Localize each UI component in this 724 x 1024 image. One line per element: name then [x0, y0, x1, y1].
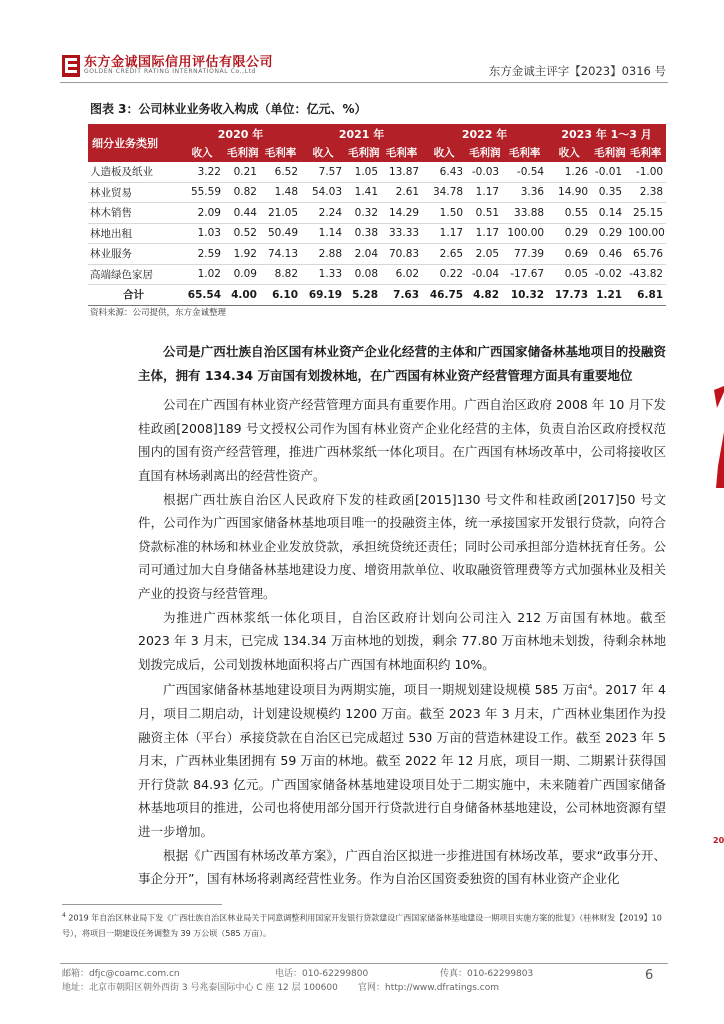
company-logo-icon — [62, 55, 80, 77]
table-cell: 54.03 — [301, 182, 345, 203]
metric-header: 毛利率 — [502, 143, 547, 162]
company-name-en: GOLDEN CREDIT RATING INTERNATIONAL Co.,Ltd — [84, 68, 256, 75]
paragraph-text: 。2017 年 4 月，项目二期启动，计划建设规模约 1200 万亩。截至 2023 年 3 月末，广西林业集团作为投融资主体（平台）承接贷款在自治区已完成超过 530 万亩的营造林建设工作。截至 2023 年 5 月末，广西林业集团拥有 59 万亩的林地。截至 2022 年 12 月底，项目一期、二期累计获得国开行贷款 84.93 亿元。广西国家储备林基地建设项目处于二期实施中，未来随着广西国家储备林基地项目的推进，公司也将使用部分国开行贷款进行自身储备林基地建设，公司林地资源有望进一步增加。 — [138, 682, 666, 840]
metric-header: 毛利润 — [466, 143, 502, 162]
company-name-cn: 东方金诚国际信用评估有限公司 — [84, 55, 274, 70]
side-decoration-icon — [711, 384, 724, 494]
table-cell: 0.05 — [547, 264, 591, 285]
table-cell: 14.29 — [381, 203, 422, 224]
table-cell: 0.35 — [591, 182, 625, 203]
table-cell: 0.09 — [224, 264, 260, 285]
side-mark: 20 — [713, 836, 724, 845]
header-divider — [60, 82, 668, 83]
period-header: 2020 年 — [180, 124, 301, 143]
metric-header: 收入 — [301, 143, 345, 162]
table-cell: 21.05 — [260, 203, 301, 224]
table-cell: 0.38 — [345, 223, 381, 244]
table-title: 图表 3：公司林业业务收入构成（单位：亿元、%） — [90, 102, 367, 116]
table-cell: 0.21 — [224, 162, 260, 182]
footnote — [62, 908, 672, 941]
table-cell: 46.75 — [422, 285, 466, 306]
table-row — [88, 203, 666, 224]
paragraph: 为推进广西林浆纸一体化项目，自治区政府计划向公司注入 212 万亩国有林地。截至 2023 年 3 月末，已完成 134.34 万亩林地的划拨，剩余 77.80 万亩林地未划拨，待剩余林地划拨完成后，公司划拨林地面积将占广西国有林地面积约 10%。 — [138, 609, 666, 672]
table-cell: -0.02 — [591, 264, 625, 285]
table-cell: -0.01 — [591, 162, 625, 182]
metric-header: 毛利润 — [591, 143, 625, 162]
table-cell: 0.14 — [591, 203, 625, 224]
table-cell: 4.82 — [466, 285, 502, 306]
footnote-mark: 4 — [62, 912, 66, 919]
table-cell: 1.14 — [301, 223, 345, 244]
table-cell: 1.03 — [180, 223, 224, 244]
table-cell: 13.87 — [381, 162, 422, 182]
table-source: 资料来源：公司提供，东方金诚整理 — [90, 308, 227, 318]
row-category: 合计 — [88, 285, 180, 306]
table-cell: 2.65 — [422, 244, 466, 265]
table-cell: 6.43 — [422, 162, 466, 182]
row-category: 林业服务 — [88, 244, 180, 265]
table-cell: 33.33 — [381, 223, 422, 244]
row-category: 林木销售 — [88, 203, 180, 224]
table-cell: 2.09 — [180, 203, 224, 224]
table-cell: 70.83 — [381, 244, 422, 265]
footnote-text: 2019 年自治区林业局下发《广西壮族自治区林业局关于同意调整利用国家开发银行贷款建设广西国家储备林基地建设一期项目实施方案的批复》（桂林财发【2019】10 号），将项目一期建设任务调整为 39 万公顷（585 万亩）。 — [62, 913, 662, 938]
period-header: 2021 年 — [301, 124, 422, 143]
footer-website: 官网：http://www.dfratings.com — [358, 983, 500, 993]
footer-fax: 传真：010-62299803 — [440, 969, 534, 979]
paragraph: 根据《广西国有林场改革方案》，广西自治区拟进一步推进国有林场改革，要求“政事分开、事企分开”，国有林场将剥离经营性业务。作为自治区国资委独资的国有林业资产企业化 — [138, 847, 666, 887]
table-cell: 1.17 — [466, 182, 502, 203]
table-cell: 0.52 — [224, 223, 260, 244]
table-cell: 0.44 — [224, 203, 260, 224]
table-cell: 0.55 — [547, 203, 591, 224]
table-cell: 7.63 — [381, 285, 422, 306]
footer-address: 地址：北京市朝阳区朝外西街 3 号兆泰国际中心 C 座 12 层 100600 — [62, 983, 338, 993]
table-cell: 34.78 — [422, 182, 466, 203]
table-cell: 6.02 — [381, 264, 422, 285]
paragraph: 根据广西壮族自治区人民政府下发的桂政函[2015]130 号文件和桂政函[2017]50 号文件，公司作为广西国家储备林基地项目唯一的投融资主体，统一承接国家开发银行贷款，向符合贷款标准的林场和林业企业发放贷款，承担统贷统还责任；同时公司承担部分造林抚育任务。公司可通过加大自身储备林基地建设力度、增资用款单位、收取融资管理费等方式加强林业及相关产业的投资与经营管理。 — [138, 491, 666, 601]
forestry-revenue-table — [88, 124, 666, 306]
table-cell: 2.24 — [301, 203, 345, 224]
row-category: 高端绿色家居 — [88, 264, 180, 285]
page-number: 6 — [645, 968, 654, 983]
period-header: 2022 年 — [422, 124, 547, 143]
table-cell: 2.38 — [625, 182, 666, 203]
paragraph: 公司在广西国有林业资产经营管理方面具有重要作用。广西自治区政府 2008 年 10 月下发桂政函[2008]189 号文授权公司作为国有林业资产企业化经营的主体，负责自治区政府授权范围内的国有资产经营管理，推进广西林浆纸一体化项目。在广西国有林场改革中，公司将接收区直国有林场剥离出的经营性资产。 — [138, 397, 666, 483]
table-cell: 0.46 — [591, 244, 625, 265]
table-cell: 1.17 — [422, 223, 466, 244]
table-cell: 5.28 — [345, 285, 381, 306]
table-cell: 2.61 — [381, 182, 422, 203]
table-cell: 25.15 — [625, 203, 666, 224]
table-body — [88, 162, 666, 305]
report-number: 东方金诚主评字【2023】0316 号 — [488, 64, 666, 78]
metric-header: 收入 — [547, 143, 591, 162]
table-cell: 6.10 — [260, 285, 301, 306]
table-cell: 8.82 — [260, 264, 301, 285]
table-cell: 100.00 — [502, 223, 547, 244]
metric-header: 毛利率 — [381, 143, 422, 162]
table-cell: 2.59 — [180, 244, 224, 265]
table-cell: 1.26 — [547, 162, 591, 182]
table-cell: 6.81 — [625, 285, 666, 306]
table-cell: 10.32 — [502, 285, 547, 306]
table-cell: 1.21 — [591, 285, 625, 306]
table-cell: 65.76 — [625, 244, 666, 265]
table-cell: 2.04 — [345, 244, 381, 265]
paragraph-text: 广西国家储备林基地建设项目为两期实施，项目一期规划建设规模 585 万亩 — [163, 682, 588, 698]
table-cell: 0.69 — [547, 244, 591, 265]
table-cell: 1.48 — [260, 182, 301, 203]
table-cell: 0.51 — [466, 203, 502, 224]
table-cell: 0.29 — [591, 223, 625, 244]
table-cell: 0.32 — [345, 203, 381, 224]
table-cell: 1.17 — [466, 223, 502, 244]
table-cell: 1.05 — [345, 162, 381, 182]
table-cell: 4.00 — [224, 285, 260, 306]
table-cell: 17.73 — [547, 285, 591, 306]
category-header: 细分业务类别 — [88, 124, 180, 162]
footer-divider — [60, 963, 668, 964]
table-cell: 65.54 — [180, 285, 224, 306]
table-cell: 1.33 — [301, 264, 345, 285]
table-total-row — [88, 285, 666, 306]
table-cell: 7.57 — [301, 162, 345, 182]
metric-header: 毛利润 — [224, 143, 260, 162]
table-cell: 77.39 — [502, 244, 547, 265]
table-cell: 69.19 — [301, 285, 345, 306]
table-cell: 1.02 — [180, 264, 224, 285]
table-cell: -0.04 — [466, 264, 502, 285]
table-cell: 0.29 — [547, 223, 591, 244]
section-lead: 公司是广西壮族自治区国有林业资产企业化经营的主体和广西国家储备林基地项目的投融资主体，拥有 134.34 万亩国有划拨林地，在广西国有林业资产经营管理方面具有重要地位 — [138, 344, 666, 383]
footnote-divider — [62, 904, 222, 905]
table-cell: 1.92 — [224, 244, 260, 265]
table-cell: 3.22 — [180, 162, 224, 182]
row-category: 林地出租 — [88, 223, 180, 244]
table-cell: -0.54 — [502, 162, 547, 182]
table-cell: 0.08 — [345, 264, 381, 285]
table-cell: 0.82 — [224, 182, 260, 203]
table-cell: 3.36 — [502, 182, 547, 203]
table-cell: 14.90 — [547, 182, 591, 203]
metric-header: 毛利率 — [625, 143, 666, 162]
footnote-ref: 4 — [587, 683, 593, 692]
metric-header: 毛利率 — [260, 143, 301, 162]
table-cell: 33.88 — [502, 203, 547, 224]
table-period-header-row — [88, 124, 666, 143]
row-category: 林业贸易 — [88, 182, 180, 203]
footer-phone: 电话：010-62299800 — [275, 969, 369, 979]
table-cell: 55.59 — [180, 182, 224, 203]
table-cell: 2.88 — [301, 244, 345, 265]
metric-header: 毛利润 — [345, 143, 381, 162]
metric-header: 收入 — [180, 143, 224, 162]
table-cell: 74.13 — [260, 244, 301, 265]
table-cell: 6.52 — [260, 162, 301, 182]
table-cell: 1.41 — [345, 182, 381, 203]
table-cell: 1.50 — [422, 203, 466, 224]
table-row — [88, 244, 666, 265]
table-cell: -43.82 — [625, 264, 666, 285]
table-row — [88, 264, 666, 285]
table-row — [88, 162, 666, 182]
table-row — [88, 223, 666, 244]
table-cell: -0.03 — [466, 162, 502, 182]
table-cell: -17.67 — [502, 264, 547, 285]
table-cell: -1.00 — [625, 162, 666, 182]
paragraph — [138, 676, 666, 843]
table-cell: 50.49 — [260, 223, 301, 244]
table-cell: 0.22 — [422, 264, 466, 285]
footer-email: 邮箱：dfjc@coamc.com.cn — [62, 969, 180, 979]
table-cell: 2.05 — [466, 244, 502, 265]
table-cell: 100.00 — [625, 223, 666, 244]
row-category: 人造板及纸业 — [88, 162, 180, 182]
metric-header: 收入 — [422, 143, 466, 162]
body-text — [138, 340, 666, 891]
period-header: 2023 年 1～3 月 — [547, 124, 666, 143]
table-row — [88, 182, 666, 203]
